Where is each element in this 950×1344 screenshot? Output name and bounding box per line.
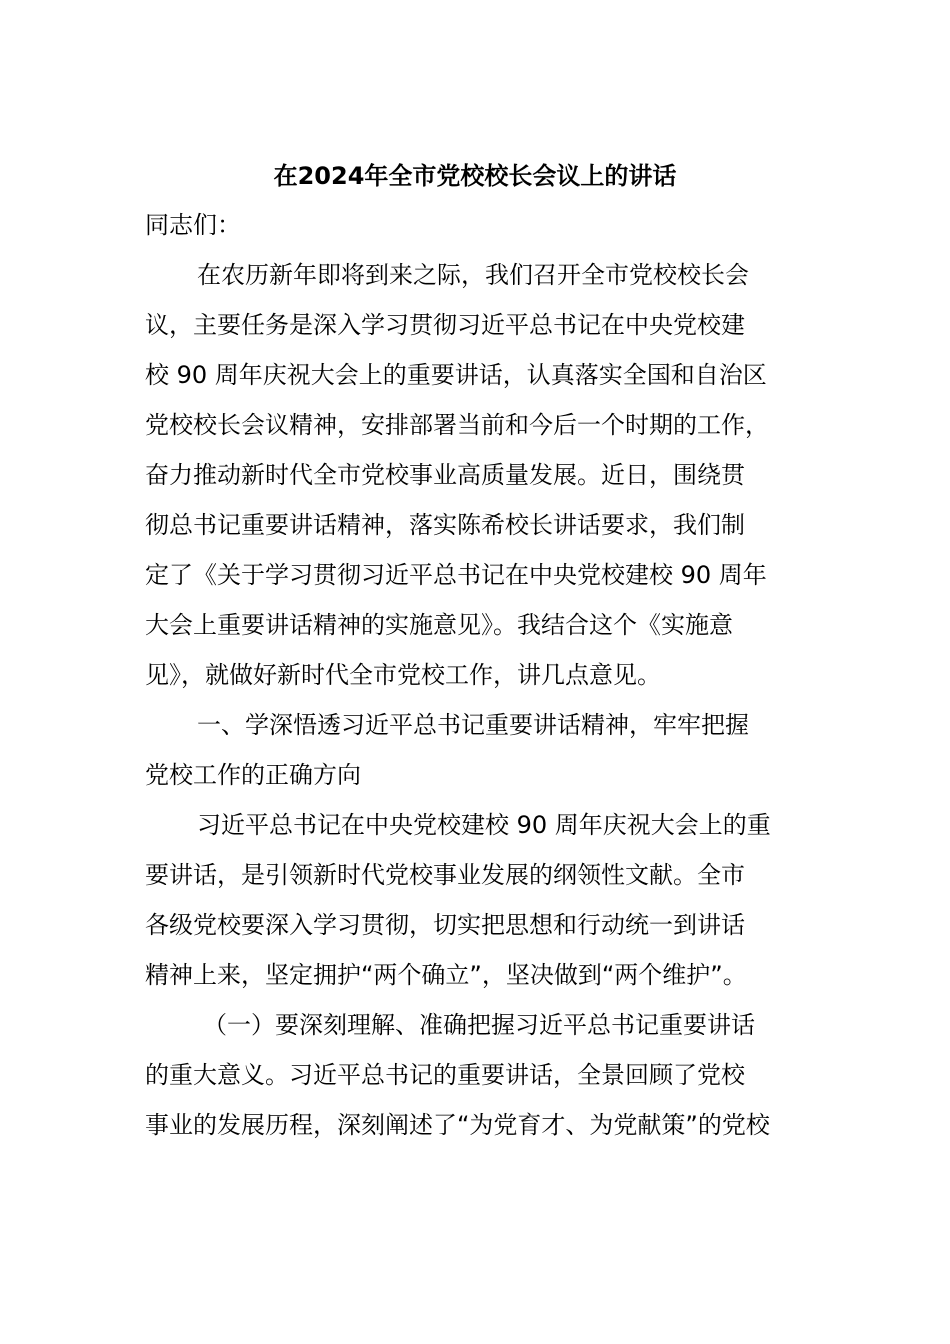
paragraph-line: 在农历新年即将到来之际，我们召开全市党校校长会	[197, 261, 749, 289]
paragraph-line: 要讲话，是引领新时代党校事业发展的纲领性文献。全市	[145, 861, 745, 889]
salutation-line: 同志们：	[145, 211, 241, 239]
paragraph-line: 奋力推动新时代全市党校事业高质量发展。近日，围绕贯	[145, 461, 745, 489]
document-body	[145, 200, 815, 1150]
paragraph-line: 彻总书记重要讲话精神，落实陈希校长讲话要求，我们制	[145, 511, 745, 539]
paragraph-line: 大会上重要讲话精神的实施意见》。我结合这个《实施意	[145, 611, 733, 639]
paragraph-line: 各级党校要深入学习贯彻，切实把思想和行动统一到讲话	[145, 911, 745, 939]
section-heading-line: 党校工作的正确方向	[145, 761, 361, 789]
paragraph-line: 校 90 周年庆祝大会上的重要讲话，认真落实全国和自治区	[145, 361, 767, 389]
paragraph-line: 的重大意义。习近平总书记的重要讲话，全景回顾了党校	[145, 1061, 745, 1089]
section-heading-line: 一、学深悟透习近平总书记重要讲话精神，牢牢把握	[197, 711, 749, 739]
paragraph-line: 定了《关于学习贯彻习近平总书记在中央党校建校 90 周年	[145, 561, 767, 589]
paragraph-line: 党校校长会议精神，安排部署当前和今后一个时期的工作，	[145, 411, 769, 439]
paragraph-line: 见》，就做好新时代全市党校工作，讲几点意见。	[145, 661, 661, 689]
paragraph-line: 议，主要任务是深入学习贯彻习近平总书记在中央党校建	[145, 311, 745, 339]
paragraph-line: 习近平总书记在中央党校建校 90 周年庆祝大会上的重	[197, 811, 771, 839]
paragraph-line: 精神上来，坚定拥护“两个确立”，坚决做到“两个维护”。	[145, 961, 747, 989]
document-title: 在2024年全市党校校长会议上的讲话	[273, 162, 677, 190]
paragraph-line: 事业的发展历程，深刻阐述了“为党育才、为党献策”的党校	[145, 1111, 770, 1139]
subsection-line: （一）要深刻理解、准确把握习近平总书记重要讲话	[203, 1011, 755, 1039]
